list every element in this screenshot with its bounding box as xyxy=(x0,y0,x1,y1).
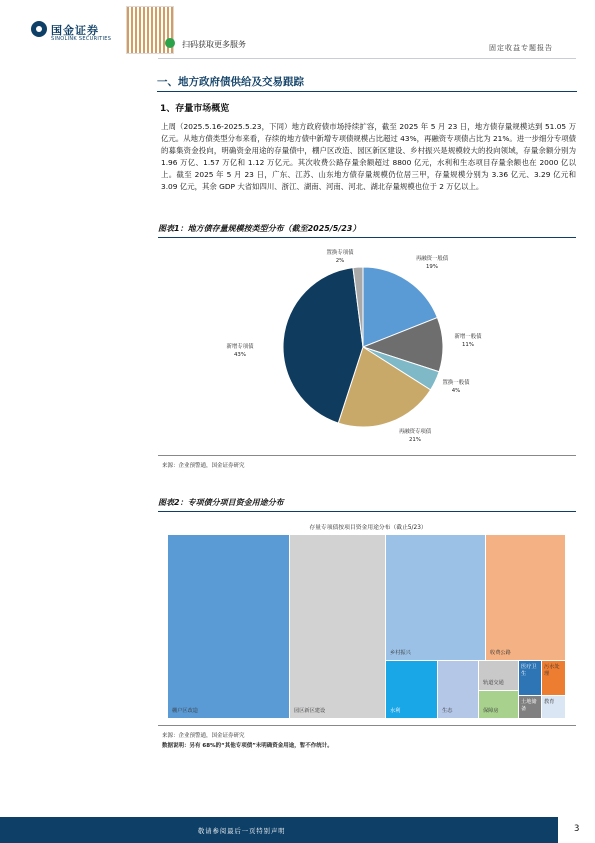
treemap-cell xyxy=(438,661,479,719)
figure2-bottom-rule xyxy=(158,725,576,726)
treemap-cell-label: 棚户区改造 xyxy=(172,708,198,714)
treemap-cell-label: 水利 xyxy=(390,708,401,714)
treemap-cell xyxy=(542,661,566,696)
pie-label-value: 4% xyxy=(451,388,461,394)
footer-disclaimer[interactable]: 敬请参阅最后一页特别声明 xyxy=(198,828,286,835)
figure2-source: 来源：企业预警通，国金证券研究 xyxy=(162,733,245,739)
usage-treemap-chart xyxy=(168,535,566,719)
treemap-cell-label: 医疗卫生 xyxy=(521,664,537,677)
header-divider xyxy=(158,58,576,59)
pie-label-value: 11% xyxy=(462,342,474,348)
treemap-cell-label: 保障房 xyxy=(483,708,499,714)
pie-label-name: 再融资一般债 xyxy=(415,256,449,262)
wechat-icon xyxy=(165,38,175,48)
figure1-bottom-rule xyxy=(158,455,576,456)
treemap-cell-label: 轨道交通 xyxy=(483,680,504,686)
treemap-cell xyxy=(479,661,519,691)
brand-name-en: SINOLINK SECURITIES xyxy=(51,36,112,42)
body-paragraph: 上周（2025.5.16-2025.5.23，下同）地方政府债市场持续扩容，截至 2025 年 5 月 23 日，地方债存量规模达到 51.05 万亿元。从地方债类型分布来看，存续的地方债中新增专项债规模占比超过 43%，再融资专项债占比为 21%。进一步细分专项债的募集资金投向，明确资金用途的存量债中，棚户区改造、园区新区建设、乡村振兴是规模较大的投向领域，存量余额分别为 1.96 万亿、1.57 万亿和 1.12 万亿元。其次收费公路存量余额超过 8800 亿元，水利和生态项目存量余额也在 2000 亿以上。截至 2025 年 5 月 23 日，广东、江苏、山东地方债存量规模仍位居三甲，存量规模分别为 3.36 亿元、3.29 亿元和 3.09 亿元，其余 GDP 大省如四川、浙江、湖南、河南、河北、湖北存量规模也位于 2 万亿以上。 xyxy=(161,122,576,192)
brand-logo-icon xyxy=(31,21,47,37)
treemap-cell xyxy=(519,661,542,696)
pie-label-name: 新增一般债 xyxy=(454,334,482,340)
treemap-cell xyxy=(386,535,486,661)
pie-label-value: 21% xyxy=(409,437,421,443)
brand-name: 国金证券 xyxy=(51,24,99,37)
qr-caption: 扫码获取更多服务 xyxy=(182,40,246,49)
treemap-cell-label: 乡村振兴 xyxy=(390,650,411,656)
subsection-title: 1、存量市场概览 xyxy=(160,104,230,114)
pie-label-name: 置换一般债 xyxy=(442,380,470,386)
section-divider xyxy=(157,91,577,92)
treemap-cell-label: 收费公路 xyxy=(490,650,511,656)
treemap-cell xyxy=(168,535,290,719)
pie-label-name: 再融资专项债 xyxy=(398,429,432,435)
pie-label-value: 43% xyxy=(234,352,246,358)
pie-label-name: 置换专项债 xyxy=(326,250,354,256)
treemap-cell xyxy=(519,696,542,719)
report-type: 固定收益专题报告 xyxy=(489,44,553,52)
treemap-cell xyxy=(486,535,566,661)
treemap-cell-label: 污水处理 xyxy=(544,664,560,677)
page-number: 3 xyxy=(574,824,580,834)
pie-label-value: 19% xyxy=(426,264,438,270)
figure2-label: 图表2：专项债分项目资金用途分布 xyxy=(158,498,284,507)
pie-label-value: 2% xyxy=(335,258,345,264)
pie-label-name: 新增专项债 xyxy=(226,344,254,350)
treemap-cell-label: 园区新区建设 xyxy=(294,708,326,714)
treemap-title: 存量专项债按项目资金用途分布（截止5/23） xyxy=(309,525,427,531)
treemap-cell xyxy=(542,696,566,719)
section-title: 一、地方政府债供给及交易跟踪 xyxy=(157,76,304,88)
treemap-cell-label: 生态 xyxy=(442,708,453,714)
figure1-label: 图表1：地方债存量规模按类型分布（截至2025/5/23） xyxy=(158,224,361,233)
type-distribution-pie-chart xyxy=(200,240,520,450)
treemap-cell-label: 土地储备 xyxy=(521,699,537,712)
figure2-note: 数据说明：另有 68%的“其他专项债”未明确资金用途，暂不作统计。 xyxy=(162,743,333,749)
figure2-rule xyxy=(158,511,576,512)
treemap-cell xyxy=(386,661,438,719)
treemap-cell-label: 教育 xyxy=(544,699,555,705)
treemap-cell xyxy=(479,691,519,719)
figure1-source: 来源：企业预警通，国金证券研究 xyxy=(162,463,245,469)
treemap-cell xyxy=(290,535,386,719)
figure1-rule xyxy=(158,237,576,238)
